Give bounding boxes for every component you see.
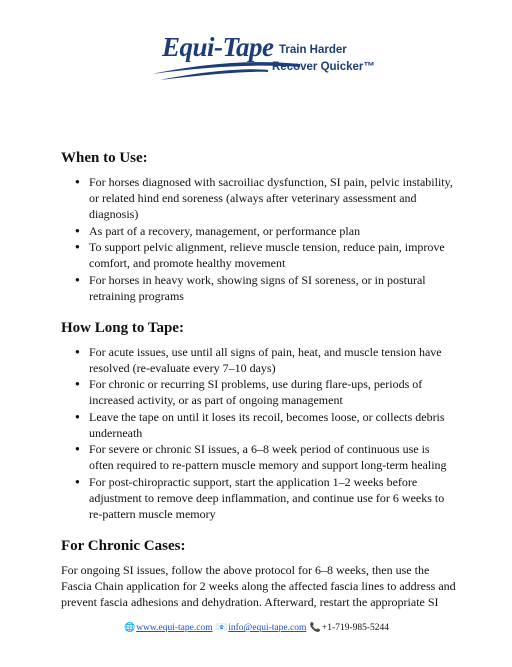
list-item: ● For chronic or recurring SI problems, use during flare-ups, periods of increased activity, or as part of ongoing management (61, 376, 456, 408)
heading-when-to-use: When to Use: (61, 150, 148, 166)
list-item: ● For post-chiropractic support, start the application 1–2 weeks before adjustment to remove deep inflammation, and continue use for 6 weeks to re-pattern muscle memory (61, 474, 456, 522)
heading-how-long-to-tape: How Long to Tape: (61, 319, 184, 336)
footer-contact (0, 622, 512, 633)
when-to-use-list (61, 174, 456, 304)
how-long-list (61, 344, 456, 522)
heading-chronic-cases: For Chronic Cases: (61, 537, 186, 554)
brand-name: Equi-Tape (162, 32, 274, 62)
equi-tape-logo (150, 32, 380, 84)
tagline-train-harder: Train Harder (279, 44, 347, 56)
list-item: ● To support pelvic alignment, relieve muscle tension, reduce pain, improve comfort, and promote healthy movement (61, 239, 456, 271)
phone-icon: 📞 (309, 622, 321, 632)
list-item: ● For severe or chronic SI issues, a 6–8 week period of continuous use is often required to re-pattern muscle memory and support long-term healing (61, 441, 456, 473)
list-item: ● For horses diagnosed with sacroiliac dysfunction, SI pain, pelvic instability, or related hind end soreness (always after veterinary assessment and diagnosis) (61, 174, 456, 222)
list-item: ● For horses in heavy work, showing signs of SI soreness, or in postural retraining programs (61, 272, 456, 304)
list-item: ● Leave the tape on until it loses its recoil, becomes loose, or collects debris underneath (61, 409, 456, 441)
email-icon: 📧 (215, 622, 228, 632)
website-link[interactable]: www.equi-tape.com (136, 623, 213, 633)
tagline-recover-quicker: Recover Quicker™ (272, 61, 375, 73)
globe-icon: 🌐 (123, 622, 136, 632)
chronic-cases-paragraph: For ongoing SI issues, follow the above protocol for 6–8 weeks, then use the Fascia Chain application for 2 weeks along the affected fascia lines to address and prevent fascia adhesions and dehydration. Afterward, restart the appropriate SI (61, 562, 456, 609)
email-link[interactable]: info@equi-tape.com (228, 623, 307, 633)
list-item: ● For acute issues, use until all signs of pain, heat, and muscle tension have resolved (re-evaluate every 7–10 days) (61, 344, 456, 376)
logo-swoosh-icon (150, 54, 380, 84)
document-body (61, 148, 456, 610)
phone-number: +1-719-985-5244 (321, 623, 390, 633)
list-item: ● As part of a recovery, management, or performance plan (61, 223, 456, 239)
